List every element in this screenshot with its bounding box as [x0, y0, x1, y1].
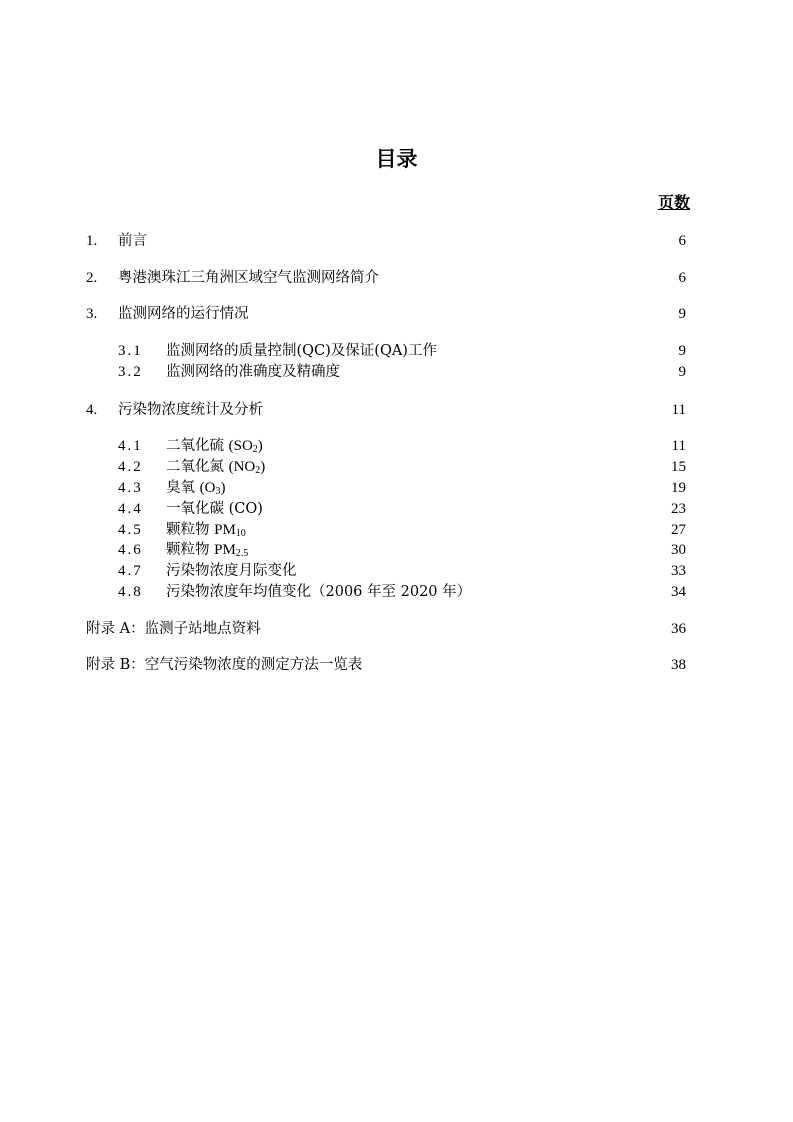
toc-entry-4-1[interactable]: [0, 436, 793, 456]
toc-entry-number: 4.5: [118, 522, 143, 538]
toc-entry-4-5[interactable]: [0, 520, 793, 540]
toc-entry-label: [166, 520, 246, 540]
toc-entry-number: 4.7: [118, 563, 143, 579]
toc-entry-page: 30: [671, 542, 686, 558]
toc-entry-number: 4.8: [118, 584, 143, 600]
toc-entry-1[interactable]: [0, 231, 793, 251]
toc-entry-number: 2.: [86, 270, 98, 286]
toc-entry-page: 33: [671, 563, 686, 579]
toc-entry-appendix-b[interactable]: [0, 655, 793, 675]
toc-entry-number: 4.2: [118, 459, 143, 475]
toc-entry-label: [166, 478, 225, 498]
chemical-formula: $(SO_2)$: [228, 438, 263, 455]
toc-entry-4-2[interactable]: [0, 457, 793, 477]
toc-entry-2[interactable]: [0, 268, 793, 288]
toc-entry-3-2[interactable]: [0, 362, 793, 382]
toc-entry-label: 污染物浓度年均值变化（2006 年至 2020 年）: [166, 584, 472, 600]
toc-entry-label: 污染物浓度统计及分析: [118, 402, 263, 418]
toc-entry-label-text: 颗粒物: [166, 542, 210, 558]
toc-entry-appendix-a[interactable]: [0, 619, 793, 639]
toc-entry-3-1[interactable]: [0, 341, 793, 361]
pollutant-formula: $PM_{2.5}$: [214, 542, 249, 559]
toc-entry-label: 一氧化碳 (CO): [166, 501, 263, 517]
toc-entry-4-8[interactable]: [0, 582, 793, 602]
chemical-formula: $(O_3)$: [199, 480, 226, 497]
toc-entry-page: 23: [671, 501, 686, 517]
toc-entry-label: [166, 457, 265, 477]
toc-entry-label-text: 二氧化硫: [166, 438, 224, 454]
toc-entry-label: 粤港澳珠江三角洲区域空气监测网络简介: [118, 270, 379, 286]
pages-column-heading: 页数: [657, 193, 690, 212]
toc-entry-label: [166, 436, 263, 456]
toc-entry-4-6[interactable]: [0, 540, 793, 560]
toc-entry-page: 11: [671, 402, 686, 418]
page-title: 目录: [375, 146, 418, 171]
toc-entry-label: 监测网络的运行情况: [118, 306, 249, 322]
toc-entry-number: 4.: [86, 402, 98, 418]
toc-entry-4[interactable]: [0, 400, 793, 420]
toc-entry-page: 9: [678, 306, 686, 322]
toc-entry-number: 3.1: [118, 343, 143, 359]
toc-entry-3[interactable]: [0, 304, 793, 324]
toc-entry-page: 34: [671, 584, 686, 600]
toc-entry-label-text: 臭氧: [166, 480, 195, 496]
toc-entry-label: 监测网络的质量控制(QC)及保证(QA)工作: [166, 343, 437, 359]
toc-entry-label: 污染物浓度月际变化: [166, 563, 297, 579]
toc-entry-page: 9: [678, 343, 686, 359]
pollutant-formula: $PM_{10}$: [214, 522, 246, 539]
toc-entry-number: 4.6: [118, 542, 143, 558]
toc-entry-page: 6: [678, 270, 686, 286]
toc-entry-page: 15: [671, 459, 686, 475]
toc-entry-number: 3.: [86, 306, 98, 322]
toc-entry-label: 监测网络的准确度及精确度: [166, 364, 340, 380]
toc-entry-number: 4.3: [118, 480, 143, 496]
toc-entry-4-4[interactable]: [0, 499, 793, 519]
toc-entry-label-text: 颗粒物: [166, 522, 210, 538]
toc-entry-4-3[interactable]: [0, 478, 793, 498]
toc-entry-page: 36: [671, 621, 686, 637]
toc-entry-page: 11: [671, 438, 686, 454]
toc-entry-label: 前言: [118, 233, 147, 249]
toc-entry-label: 附录 A：监测子站地点资料: [86, 621, 261, 637]
toc-entry-label: [166, 540, 248, 560]
toc-entry-label-text: 二氧化氮: [166, 459, 224, 475]
toc-entry-page: 9: [678, 364, 686, 380]
toc-entry-page: 19: [671, 480, 686, 496]
toc-entry-page: 6: [678, 233, 686, 249]
toc-entry-label: 附录 B：空气污染物浓度的测定方法一览表: [86, 657, 363, 673]
toc-entry-number: 4.4: [118, 501, 143, 517]
toc-entry-number: 4.1: [118, 438, 143, 454]
toc-entry-4-7[interactable]: [0, 561, 793, 581]
toc-entry-number: 3.2: [118, 364, 143, 380]
chemical-formula: $(NO_2)$: [228, 459, 266, 476]
toc-entry-page: 27: [671, 522, 686, 538]
toc-entry-number: 1.: [86, 233, 98, 249]
toc-entry-page: 38: [671, 657, 686, 673]
